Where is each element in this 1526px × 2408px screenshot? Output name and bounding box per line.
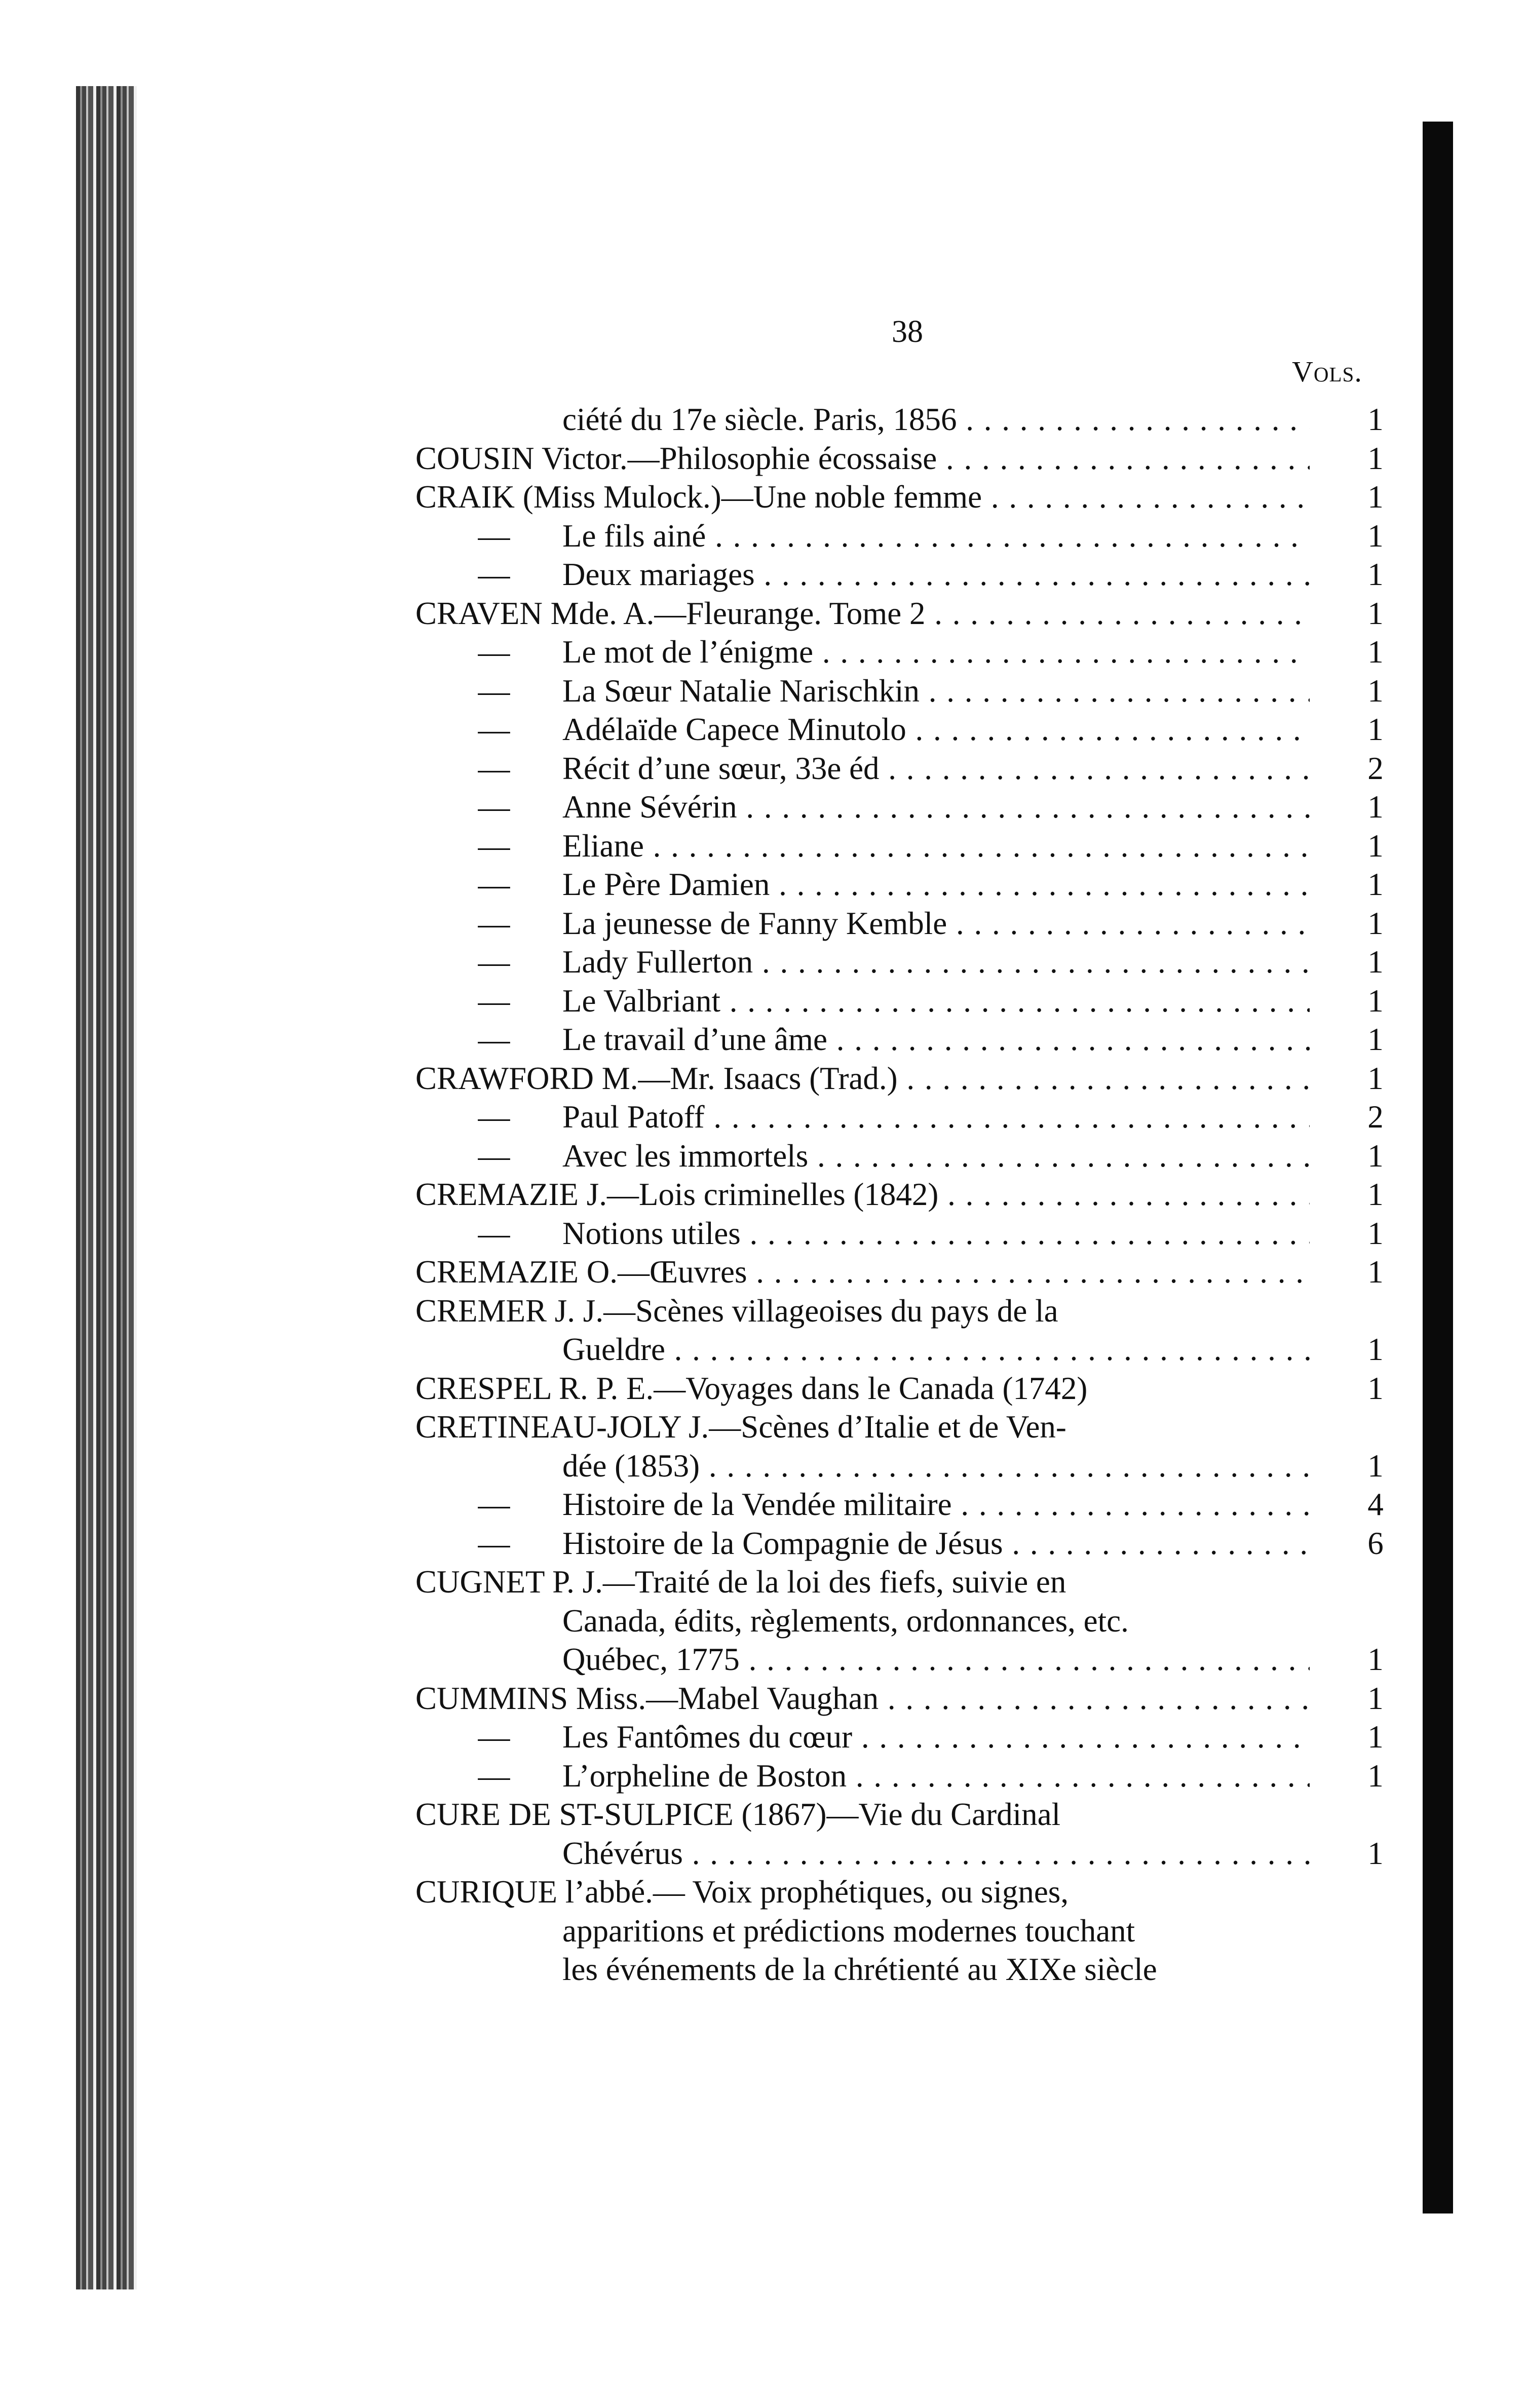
volume-count: 6: [1367, 1525, 1384, 1561]
ditto-dash: —: [478, 1487, 510, 1522]
ditto-dash: —: [478, 673, 510, 709]
volume-count: 4: [1367, 1487, 1384, 1522]
catalogue-entry: [0, 1408, 1526, 1446]
entry-text: La jeunesse de Fanny Kemble . . .: [562, 904, 1310, 943]
catalogue-entry: [0, 1369, 1526, 1408]
ditto-dash: —: [478, 1758, 510, 1794]
volume-count: 1: [1367, 479, 1384, 515]
entry-text: Les Fantômes du cœur . . .: [562, 1718, 1310, 1756]
ditto-dash: —: [478, 789, 510, 825]
catalogue-entry: [0, 439, 1526, 478]
catalogue-entry: [0, 1175, 1526, 1214]
entry-text: apparitions et prédictions modernes touchant: [562, 1913, 1135, 1949]
catalogue-entry: [0, 982, 1526, 1020]
volume-count: 1: [1367, 1642, 1384, 1677]
ditto-dash: —: [478, 983, 510, 1019]
ditto-dash: —: [478, 1138, 510, 1174]
ditto-dash: —: [478, 557, 510, 592]
catalogue-entry: [0, 672, 1526, 710]
catalogue-entry: [0, 1873, 1526, 1911]
catalogue-entry: [0, 1098, 1526, 1136]
entry-text: CRAIK (Miss Mulock.)—Une noble femme . . .: [415, 478, 1310, 516]
catalogue-entry: [0, 1757, 1526, 1795]
volume-count: 1: [1367, 1719, 1384, 1755]
catalogue-entry: [0, 633, 1526, 671]
volume-count: 1: [1367, 1448, 1384, 1484]
volume-count: 1: [1367, 867, 1384, 902]
entry-text: COUSIN Victor.—Philosophie écossaise . . .: [415, 439, 1310, 478]
catalogue-entry: [0, 1950, 1526, 1989]
volume-count: 1: [1367, 1835, 1384, 1871]
volume-count: 1: [1367, 557, 1384, 592]
entry-text: CURIQUE l’abbé.— Voix prophétiques, ou signes,: [415, 1874, 1069, 1910]
catalogue-entry: [0, 865, 1526, 904]
volume-count: 1: [1367, 944, 1384, 980]
ditto-dash: —: [478, 1022, 510, 1057]
catalogue-entry: [0, 1795, 1526, 1834]
volume-count: 1: [1367, 1332, 1384, 1367]
entry-text: ciété du 17e siècle. Paris, 1856 . . .: [562, 400, 1310, 439]
entry-text: CRAVEN Mde. A.—Fleurange. Tome 2 . . .: [415, 594, 1310, 633]
page-number: 38: [892, 315, 923, 349]
catalogue-entry: [0, 1214, 1526, 1253]
ditto-dash: —: [478, 1099, 510, 1135]
ditto-dash: —: [478, 712, 510, 747]
catalogue-entry: [0, 1485, 1526, 1524]
catalogue-entry: [0, 749, 1526, 788]
volume-count: 1: [1367, 905, 1384, 941]
catalogue-entry: [0, 1447, 1526, 1485]
volume-count: 1: [1367, 789, 1384, 825]
volume-count: 1: [1367, 1215, 1384, 1251]
volume-count: 1: [1367, 1370, 1384, 1406]
volume-count: 1: [1367, 518, 1384, 554]
volume-count: 1: [1367, 634, 1384, 670]
catalogue-entry: [0, 1602, 1526, 1640]
catalogue-entry: [0, 1059, 1526, 1098]
catalogue-entry: [0, 1330, 1526, 1369]
entry-text: Lady Fullerton . . .: [562, 943, 1310, 981]
entry-text: CUGNET P. J.—Traité de la loi des fiefs, suivie en: [415, 1564, 1066, 1600]
catalogue-entry: [0, 943, 1526, 981]
volume-count: 1: [1367, 1254, 1384, 1290]
volume-count: 1: [1367, 402, 1384, 437]
volume-count: 1: [1367, 1060, 1384, 1096]
entry-text: CREMAZIE O.—Œuvres . . .: [415, 1253, 1310, 1291]
entry-text: CREMER J. J.—Scènes villageoises du pays de la: [415, 1293, 1058, 1329]
volume-count: 1: [1367, 1177, 1384, 1212]
entry-text: dée (1853) . . .: [562, 1447, 1310, 1485]
entry-text: Le fils ainé . . .: [562, 517, 1310, 555]
catalogue-entry: [0, 827, 1526, 865]
ditto-dash: —: [478, 905, 510, 941]
entry-text: CRAWFORD M.—Mr. Isaacs (Trad.) . . .: [415, 1059, 1310, 1098]
volume-count: 1: [1367, 1022, 1384, 1057]
ditto-dash: —: [478, 1525, 510, 1561]
catalogue-entry: [0, 400, 1526, 439]
ditto-dash: —: [478, 828, 510, 864]
entry-text: CUMMINS Miss.—Mabel Vaughan . . .: [415, 1679, 1310, 1718]
ditto-dash: —: [478, 634, 510, 670]
catalogue-entry: [0, 1253, 1526, 1291]
entry-text: L’orpheline de Boston . . .: [562, 1757, 1310, 1795]
catalogue-entry: [0, 478, 1526, 516]
entry-text: Histoire de la Vendée militaire . . .: [562, 1485, 1310, 1524]
ditto-dash: —: [478, 1719, 510, 1755]
catalogue-entry: [0, 1912, 1526, 1950]
catalogue-entry: [0, 788, 1526, 826]
volume-count: 1: [1367, 673, 1384, 709]
catalogue-entry: [0, 1292, 1526, 1330]
catalogue-entry: [0, 904, 1526, 943]
volume-count: 2: [1367, 750, 1384, 786]
entry-text: Canada, édits, règlements, ordonnances, etc.: [562, 1603, 1129, 1639]
entry-text: Le Valbriant . . .: [562, 982, 1310, 1020]
catalogue-entry: [0, 1834, 1526, 1873]
catalogue-entry: [0, 710, 1526, 749]
ditto-dash: —: [478, 944, 510, 980]
entry-text: CURE DE ST-SULPICE (1867)—Vie du Cardinal: [415, 1797, 1061, 1832]
volume-count: 2: [1367, 1099, 1384, 1135]
vols-column-header: Vols.: [1292, 355, 1362, 388]
catalogue-entry: [0, 555, 1526, 594]
entry-text: Avec les immortels . . .: [562, 1137, 1310, 1175]
entry-text: Anne Sévérin . . .: [562, 788, 1310, 826]
catalogue-entry: [0, 517, 1526, 555]
catalogue-entry: [0, 1137, 1526, 1175]
volume-count: 1: [1367, 828, 1384, 864]
catalogue-entry: [0, 594, 1526, 633]
entry-text: Deux mariages . . .: [562, 555, 1310, 594]
catalogue-entry: [0, 1640, 1526, 1679]
catalogue-entry: [0, 1679, 1526, 1718]
volume-count: 1: [1367, 1680, 1384, 1716]
volume-count: 1: [1367, 983, 1384, 1019]
ditto-dash: —: [478, 750, 510, 786]
entry-text: Notions utiles . . .: [562, 1214, 1310, 1253]
entry-text: La Sœur Natalie Narischkin . . .: [562, 672, 1310, 710]
ditto-dash: —: [478, 1215, 510, 1251]
ditto-dash: —: [478, 867, 510, 902]
entry-text: CRESPEL R. P. E.—Voyages dans le Canada (1742): [415, 1370, 1088, 1406]
entry-text: Chévérus . . .: [562, 1834, 1310, 1873]
volume-count: 1: [1367, 1138, 1384, 1174]
entry-text: Québec, 1775 . . .: [562, 1640, 1310, 1679]
entry-text: CRETINEAU-JOLY J.—Scènes d’Italie et de Ven-: [415, 1409, 1066, 1445]
entry-text: les événements de la chrétienté au XIXe siècle: [562, 1952, 1157, 1987]
entry-text: Histoire de la Compagnie de Jésus . . .: [562, 1524, 1310, 1563]
volume-count: 1: [1367, 1758, 1384, 1794]
entry-text: Paul Patoff . . .: [562, 1098, 1310, 1136]
volume-count: 1: [1367, 712, 1384, 747]
entry-text: Le mot de l’énigme . . .: [562, 633, 1310, 671]
entry-text: Le Père Damien . . .: [562, 865, 1310, 904]
volume-count: 1: [1367, 440, 1384, 476]
entry-text: Le travail d’une âme . . .: [562, 1020, 1310, 1059]
entry-text: Adélaïde Capece Minutolo . . .: [562, 710, 1310, 749]
catalogue-entry: [0, 1563, 1526, 1601]
catalogue-entry: [0, 1020, 1526, 1059]
ditto-dash: —: [478, 518, 510, 554]
entry-text: Eliane . . .: [562, 827, 1310, 865]
volume-count: 1: [1367, 595, 1384, 631]
entry-text: Gueldre . . .: [562, 1330, 1310, 1369]
catalogue-entry: [0, 1524, 1526, 1563]
catalogue-entry: [0, 1718, 1526, 1756]
entry-text: CREMAZIE J.—Lois criminelles (1842) . . .: [415, 1175, 1310, 1214]
entry-text: Récit d’une sœur, 33e éd . . .: [562, 749, 1310, 788]
